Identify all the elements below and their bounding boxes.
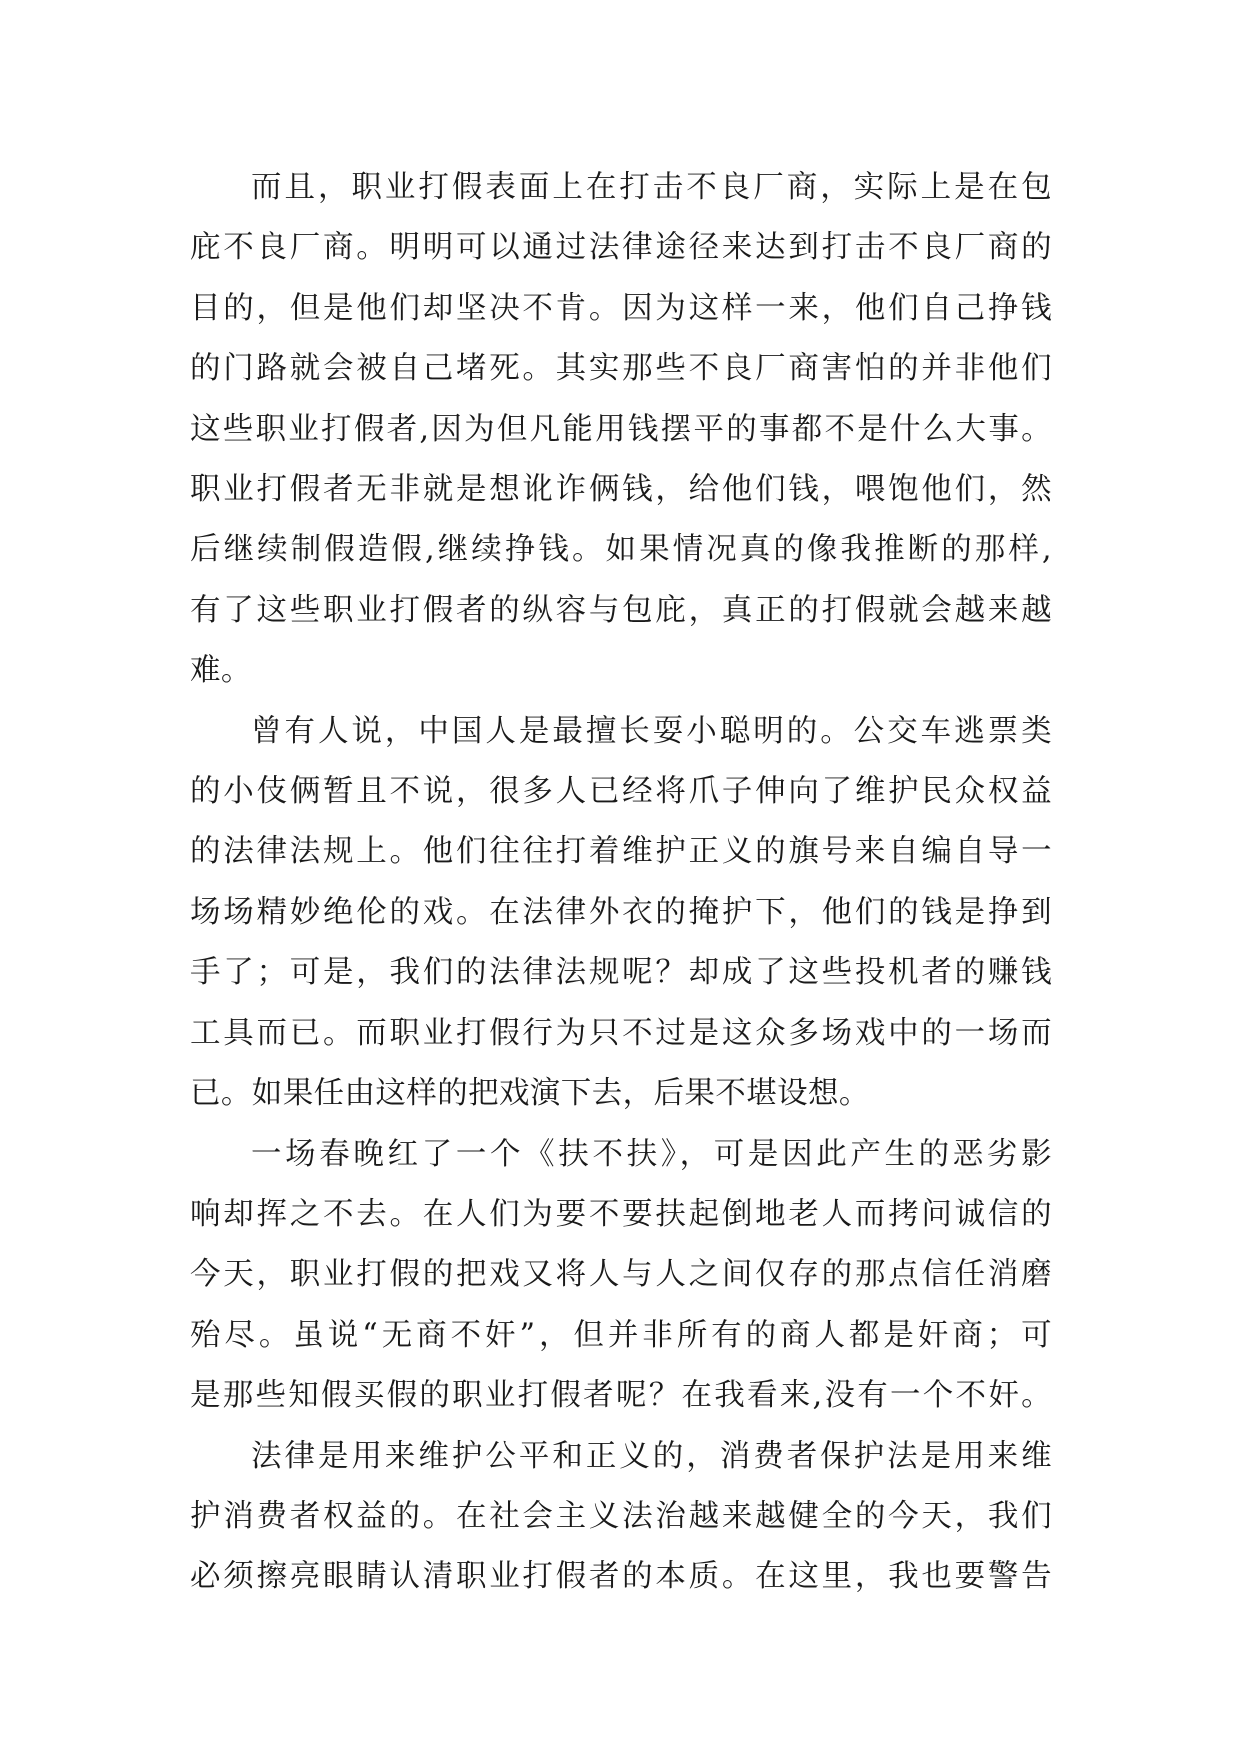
paragraph-2 xyxy=(190,702,1052,1125)
text-line: 而且，职业打假表面上在打击不良厂商，实际上是在包 xyxy=(251,170,1052,205)
text-line: 场场精妙绝伦的戏。在法律外衣的掩护下，他们的钱是挣到 xyxy=(190,894,1052,930)
text-line: 的门路就会被自己堵死。其实那些不良厂商害怕的并非他们 xyxy=(190,351,1052,387)
text-line: 响却挥之不去。在人们为要不要扶起倒地老人而拷问诚信的 xyxy=(190,1196,1052,1232)
text-line: 有了这些职业打假者的纵容与包庇，真正的打假就会越来越 xyxy=(190,592,1052,628)
paragraph-4 xyxy=(190,1427,1052,1608)
text-line: 护消费者权益的。在社会主义法治越来越健全的今天，我们 xyxy=(190,1498,1052,1534)
text-line: 的小伎俩暂且不说，很多人已经将爪子伸向了维护民众权益 xyxy=(190,774,1052,810)
text-line: 工具而已。而职业打假行为只不过是这众多场戏中的一场而 xyxy=(190,1015,1052,1051)
text-line: 职业打假者无非就是想讹诈俩钱，给他们钱，喂饱他们，然 xyxy=(190,472,1052,508)
text-line: 的法律法规上。他们往往打着维护正义的旗号来自编自导一 xyxy=(190,834,1052,870)
text-line: 手了；可是，我们的法律法规呢？却成了这些投机者的赚钱 xyxy=(190,955,1052,991)
text-line: 难。 xyxy=(190,653,252,689)
text-line: 必须擦亮眼睛认清职业打假者的本质。在这里，我也要警告 xyxy=(190,1559,1052,1595)
text-line: 是那些知假买假的职业打假者呢？在我看来,没有一个不奸。 xyxy=(190,1378,1052,1414)
paragraph-1 xyxy=(190,158,1052,702)
text-line: 庇不良厂商。明明可以通过法律途径来达到打击不良厂商的 xyxy=(190,230,1052,266)
text-line: 法律是用来维护公平和正义的，消费者保护法是用来维 xyxy=(251,1438,1052,1474)
text-line: 这些职业打假者,因为但凡能用钱摆平的事都不是什么大事。 xyxy=(190,411,1052,447)
text-line: 曾有人说，中国人是最擅长耍小聪明的。公交车逃票类 xyxy=(251,713,1052,749)
text-line: 殆尽。虽说“无商不奸”，但并非所有的商人都是奸商；可 xyxy=(190,1317,1052,1353)
text-line: 已。如果任由这样的把戏演下去，后果不堪设想。 xyxy=(190,1076,870,1112)
paragraph-3 xyxy=(190,1125,1052,1427)
text-line: 今天，职业打假的把戏又将人与人之间仅存的那点信任消磨 xyxy=(190,1257,1052,1293)
text-line: 一场春晚红了一个《扶不扶》，可是因此产生的恶劣影 xyxy=(251,1136,1052,1172)
text-line: 后继续制假造假,继续挣钱。如果情况真的像我推断的那样, xyxy=(190,532,1052,568)
document-body xyxy=(190,158,1052,1608)
text-line: 目的，但是他们却坚决不肯。因为这样一来，他们自己挣钱 xyxy=(190,290,1052,326)
